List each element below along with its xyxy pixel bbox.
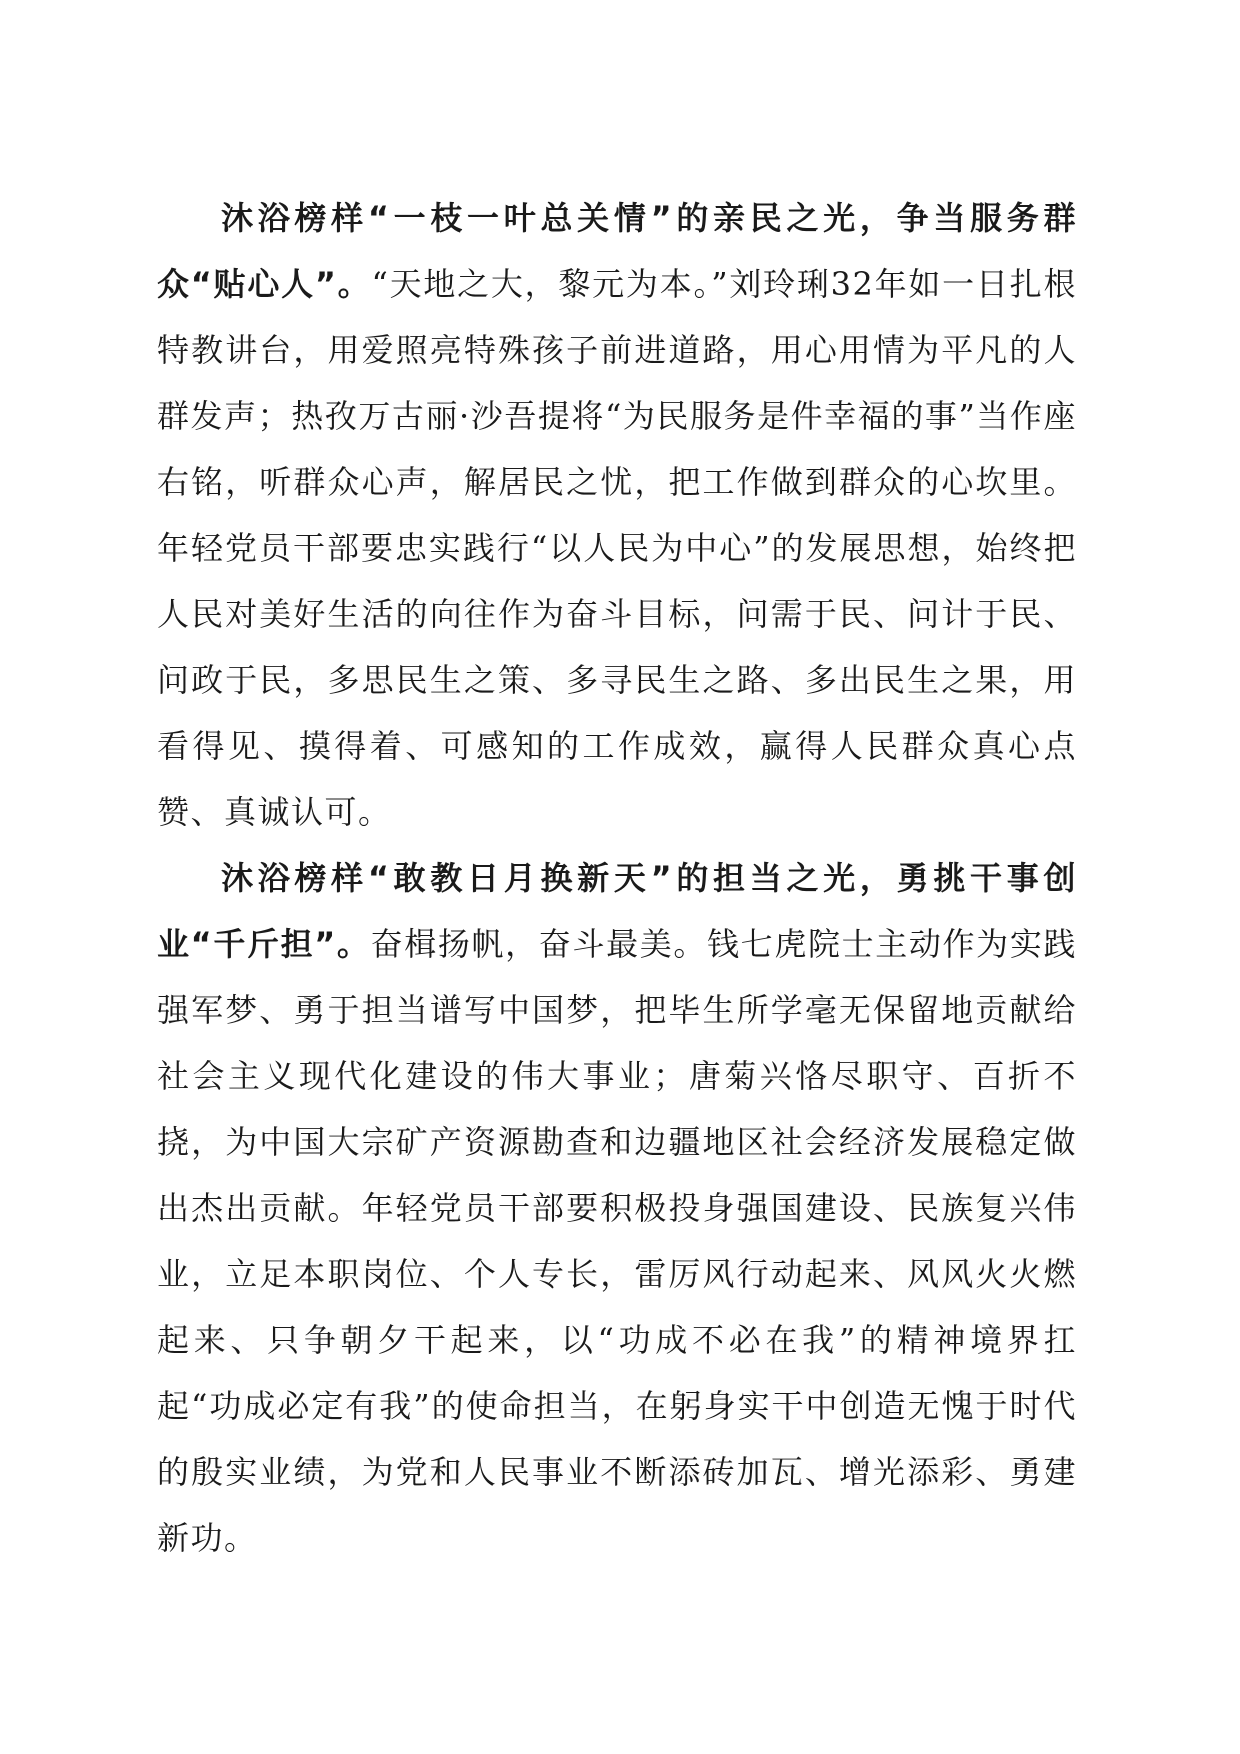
paragraph-2 [157,845,1077,1571]
paragraph-2-body: 奋楫扬帆，奋斗最美。钱七虎院士主动作为实践强军梦、勇于担当谱写中国梦，把毕生所学毫无保留地贡献给社会主义现代化建设的伟大事业；唐菊兴恪尽职守、百折不挠，为中国大宗矿产资源勘查和边疆地区社会经济发展稳定做出杰出贡献。年轻党员干部要积极投身强国建设、民族复兴伟业，立足本职岗位、个人专长，雷厉风行动起来、风风火火燃起来、只争朝夕干起来，以“功成不必在我”的精神境界扛起“功成必定有我”的使命担当，在躬身实干中创造无愧于时代的殷实业绩，为党和人民事业不断添砖加瓦、增光添彩、勇建新功。 [157,925,1077,1557]
paragraph-1-body: “天地之大，黎元为本。”刘玲琍32年如一日扎根特教讲台，用爱照亮特殊孩子前进道路，用心用情为平凡的人群发声；热孜万古丽·沙吾提将“为民服务是件幸福的事”当作座右铭，听群众心声，解居民之忧，把工作做到群众的心坎里。年轻党员干部要忠实践行“以人民为中心”的发展思想，始终把人民对美好生活的向往作为奋斗目标，问需于民、问计于民、问政于民，多思民生之策、多寻民生之路、多出民生之果，用看得见、摸得着、可感知的工作成效，赢得人民群众真心点赞、真诚认可。 [157,265,1077,831]
paragraph-1 [157,185,1077,845]
document-body [157,185,1077,1571]
paragraph-1-lead: 沐浴榜样“一枝一叶总关情”的亲民之光，争当服务群众“贴心人”。 [157,199,1077,303]
paragraph-2-lead: 沐浴榜样“敢教日月换新天”的担当之光，勇挑干事创业“千斤担”。 [157,859,1077,963]
